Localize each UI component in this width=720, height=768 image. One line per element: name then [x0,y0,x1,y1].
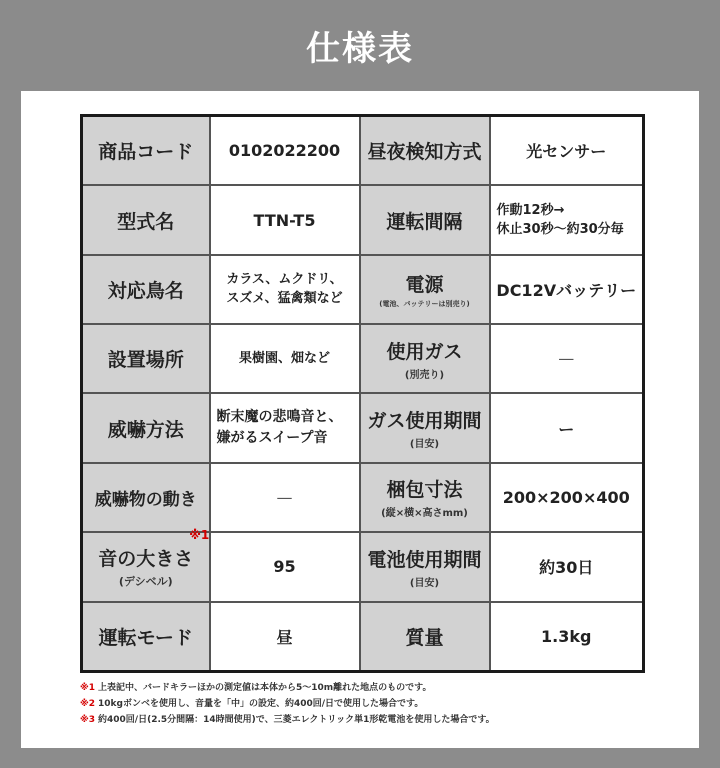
label-gas-period [360,393,490,462]
label-package-size-text: 梱包寸法 [386,479,463,502]
footnote [80,696,680,712]
value-package-size: 200×200×400 [490,463,644,532]
label-package-size-sub: (縦×横×高さmm) [381,508,468,520]
table-row [82,255,644,324]
value-install-location: 果樹園、畑など [210,324,360,393]
label-battery-period-text: 電池使用期間 [367,548,482,571]
label-power-source [360,255,490,324]
footnote-text: 上表記中、バードキラーほかの測定値は本体から5〜10m離れた地点のものです。 [98,683,432,693]
value-power-source: DC12Vバッテリー [490,255,644,324]
page-title: 仕様表 [306,28,414,69]
label-power-source-sub: (電池、バッテリーは別売り) [379,299,470,308]
label-deterrent-method: 威嚇方法 [82,393,210,462]
table-row [82,116,644,186]
footnote-mark: ※1 [80,683,96,693]
footnote-text: 約400回/日(2.5分間隔：14時間使用)で、三菱エレクトリック単1形乾電池を使用した場合です。 [98,715,495,725]
footnote-mark: ※2 [80,699,96,709]
value-gas-period: ー [490,393,644,462]
footnote-mark: ※3 [80,715,96,725]
label-battery-period [360,532,490,601]
label-gas-used-text: 使用ガス [386,340,463,363]
value-target-birds: カラス、ムクドリ、 スズメ、猛禽類など [210,255,360,324]
value-product-code: 0102022200 [210,116,360,186]
label-deterrent-motion: 威嚇物の動き [82,463,210,532]
label-weight: 質量 [360,602,490,672]
label-power-source-text: 電源 [405,273,444,296]
label-run-mode: 運転モード [82,602,210,672]
value-operation-interval: 作動12秒→ 休止30秒〜約30分毎 [490,185,644,254]
value-model-name: TTN-T5 [210,185,360,254]
table-row [82,393,644,462]
label-product-code: 商品コード [82,116,210,186]
label-volume-text: 音の大きさ [98,548,194,571]
label-package-size [360,463,490,532]
value-weight: 1.3kg [490,602,644,672]
label-volume [82,528,210,601]
label-battery-period-sub: (目安) [409,577,440,589]
footnote-text: 10kgボンベを使用し、音量を「中」の設定、約400回/日で使用した場合です。 [98,699,424,709]
value-gas-used: — [490,324,644,393]
label-gas-used-sub: (別売り) [404,369,445,381]
label-gas-used [360,324,490,393]
label-volume-wrap [98,528,210,571]
label-gas-period-text: ガス使用期間 [367,410,482,433]
value-deterrent-motion: — [210,463,360,532]
label-operation-interval: 運転間隔 [360,185,490,254]
value-deterrent-method: 断末魔の悲鳴音と、 嫌がるスイープ音 [210,393,360,462]
label-model-name: 型式名 [82,185,210,254]
spec-card [21,91,699,748]
spec-table [80,114,645,673]
table-row [82,602,644,672]
footnotes [80,680,680,728]
table-row [82,185,644,254]
label-gas-period-sub: (目安) [409,439,440,451]
footnote [80,680,680,696]
footnote-mark-1: ※1 [189,528,210,543]
table-row [82,463,644,532]
footnote [80,712,680,728]
label-volume-sub: (デシベル) [118,575,173,589]
table-row [82,324,644,393]
label-install-location: 設置場所 [82,324,210,393]
label-detection-method: 昼夜検知方式 [360,116,490,186]
value-run-mode: 昼 [210,602,360,672]
label-target-birds: 対応鳥名 [82,255,210,324]
value-battery-period: 約30日 [490,532,644,601]
value-detection-method: 光センサー [490,116,644,186]
table-row [82,532,644,601]
header-bar [0,0,720,90]
value-volume: 95 [210,532,360,601]
